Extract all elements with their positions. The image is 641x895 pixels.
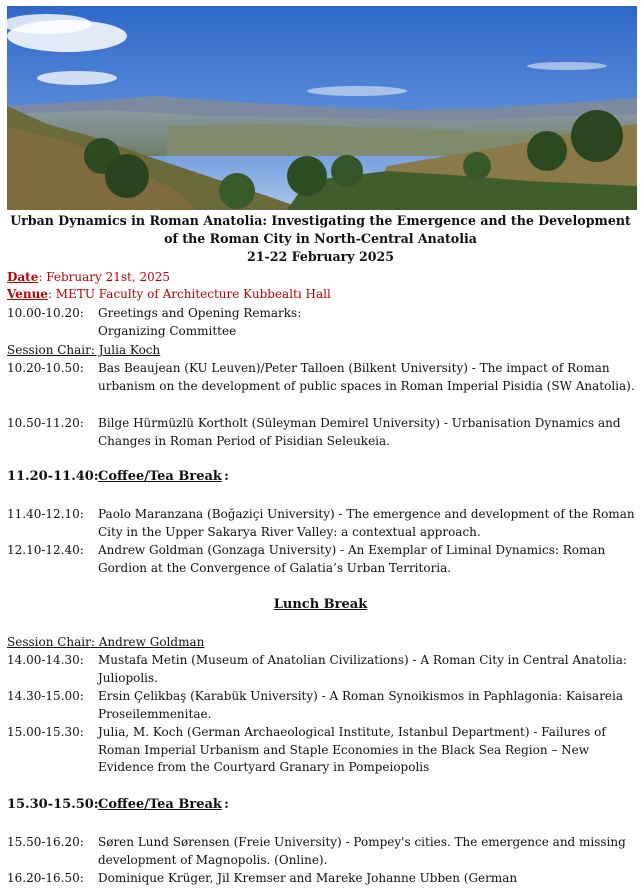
- date-line: [7, 269, 170, 286]
- entry-description: Søren Lund Sørensen (Freie University) - Pompey's cities. The emergence and missing development of Magnopolis. (Online).: [98, 835, 626, 867]
- entry-time: 15.00-15.30:: [7, 725, 84, 739]
- break-label-text: Coffee/Tea Break: [98, 469, 222, 484]
- entry-time: 14.00-14.30:: [7, 653, 84, 667]
- entry-time: 15.50-16.20:: [7, 835, 84, 849]
- entry-description: Bas Beaujean (KU Leuven)/Peter Talloen (Bilkent University) - The impact of Roman urbanism on the development of public spaces in Roman Imperial Pisidia (SW Anatolia).: [98, 361, 635, 393]
- entry-description: [98, 305, 638, 340]
- entry-time: 16.20-16.50:: [7, 871, 84, 885]
- entry-time: 10.20-10.50:: [7, 361, 84, 375]
- event-title: [0, 212, 641, 266]
- break-label: [98, 796, 222, 814]
- event-dates: 21-22 February 2025: [246, 249, 395, 264]
- venue-line: [7, 286, 331, 303]
- session-chair-2: Session Chair: Andrew Goldman: [7, 635, 205, 649]
- break-time: 11.20-11.40:: [7, 469, 99, 484]
- landscape-photo: [7, 6, 637, 210]
- entry-description: Ersin Çelikbaş (Karabük University) - A Roman Synoikismos in Paphlagonia: Kaisareia Proseilemmenitae.: [98, 689, 624, 721]
- date-value: : February 21st, 2025: [38, 270, 171, 284]
- venue-label: Venue: [7, 287, 48, 301]
- coffee-break-1: [7, 468, 229, 486]
- break-time: 15.30-15.50:: [7, 797, 99, 812]
- landscape-illustration: [7, 6, 637, 210]
- entry-time: 11.40-12.10:: [7, 507, 84, 521]
- title-line-2: of the Roman City in North-Central Anatolia: [164, 231, 477, 246]
- entry-time: 10.50-11.20:: [7, 416, 84, 430]
- entry-description: Dominique Krüger, Jil Kremser and Mareke Johanne Ubben (German: [98, 871, 518, 885]
- opening-line-2: Organizing Committee: [98, 323, 237, 338]
- date-label: Date: [7, 270, 39, 284]
- opening-line-1: Greetings and Opening Remarks:: [98, 306, 302, 320]
- entry-description: Julia, M. Koch (German Archaeological Institute, Istanbul Department) - Failures of Roman Imperial Urbanism and Staple Economies in the Black Sea Region – New Evidence from the Courtyard Granary in Pompeiopolis: [98, 725, 606, 774]
- entry-description: Paolo Maranzana (Boğaziçi University) - The emergence and development of the Roman City in the Upper Sakarya River Valley: a contextual approach.: [98, 507, 635, 539]
- entry-time: 14.30-15.00:: [7, 689, 84, 703]
- entry-time: 12.10-12.40:: [7, 543, 84, 557]
- break-label: [98, 468, 222, 486]
- lunch-break: Lunch Break: [273, 597, 368, 612]
- coffee-break-2: [7, 796, 229, 814]
- title-line-1: Urban Dynamics in Roman Anatolia: Investigating the Emergence and the Development: [10, 213, 631, 228]
- entry-description: Mustafa Metin (Museum of Anatolian Civilizations) - A Roman City in Central Anatolia: Juliopolis.: [98, 653, 627, 685]
- break-colon: :: [224, 469, 229, 484]
- venue-value: : METU Faculty of Architecture Kubbealtı Hall: [47, 287, 331, 301]
- break-label-text: Coffee/Tea Break: [98, 797, 222, 812]
- entry-description: Andrew Goldman (Gonzaga University) - An Exemplar of Liminal Dynamics: Roman Gordion at the Convergence of Galatia’s Urban Territoria.: [98, 543, 606, 575]
- entry-description: Bilge Hürmüzlü Kortholt (Süleyman Demirel University) - Urbanisation Dynamics and Changes in Roman Period of Pisidian Seleukeia.: [98, 416, 621, 448]
- session-chair-1: Session Chair: Julia Koch: [7, 343, 161, 357]
- entry-time: 10.00-10.20:: [7, 306, 84, 320]
- break-colon: :: [224, 797, 229, 812]
